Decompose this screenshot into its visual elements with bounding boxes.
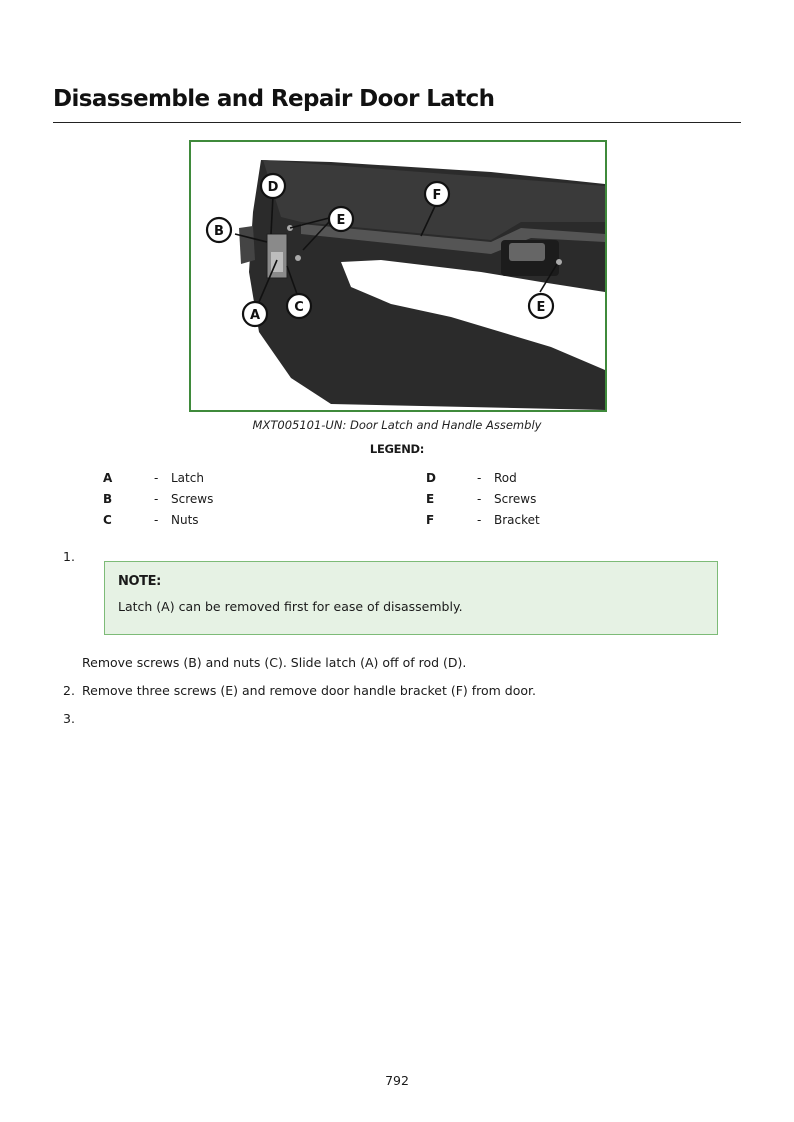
door-edge: [239, 226, 255, 264]
legend-label: Rod: [494, 471, 517, 485]
legend-label: Screws: [494, 492, 537, 506]
callout-e-right: [529, 294, 553, 318]
step-2-number: 2.: [63, 683, 75, 698]
legend-separator: -: [477, 471, 482, 485]
handle-lever: [509, 243, 545, 261]
svg-text:D: D: [267, 180, 279, 195]
callout-b: [207, 218, 231, 242]
legend-separator: -: [154, 471, 159, 485]
legend-key: F: [426, 513, 435, 527]
screw-e2: [295, 255, 301, 261]
page-title: Disassemble and Repair Door Latch: [53, 86, 495, 112]
legend-label: Bracket: [494, 513, 540, 527]
page-number: 792: [385, 1073, 409, 1088]
note-box: [104, 561, 718, 635]
callout-a: [243, 302, 267, 326]
figure-caption: MXT005101-UN: Door Latch and Handle Assembly: [252, 418, 542, 432]
legend-key: C: [103, 513, 112, 527]
legend-separator: -: [154, 513, 159, 527]
svg-text:C: C: [294, 300, 304, 315]
svg-text:E: E: [536, 300, 546, 315]
legend-label: Latch: [171, 471, 204, 485]
legend-label: Nuts: [171, 513, 199, 527]
legend-separator: -: [154, 492, 159, 506]
note-text: Latch (A) can be removed first for ease of disassembly.: [118, 599, 463, 614]
legend-separator: -: [477, 513, 482, 527]
callout-f: [425, 182, 449, 206]
step-2-text: Remove three screws (E) and remove door handle bracket (F) from door.: [82, 683, 537, 698]
legend-label: Screws: [171, 492, 214, 506]
legend-key: D: [426, 471, 436, 485]
svg-text:A: A: [249, 308, 261, 323]
legend-key: A: [103, 471, 113, 485]
door-latch-illustration: [191, 142, 605, 410]
svg-text:E: E: [336, 213, 346, 228]
title-divider: [53, 122, 741, 123]
step-3-number: 3.: [63, 711, 75, 726]
callout-e-left: [329, 207, 353, 231]
legend-separator: -: [477, 492, 482, 506]
door-latch-figure: [189, 140, 607, 412]
svg-text:B: B: [214, 224, 224, 239]
legend-key: B: [103, 492, 113, 506]
callout-d: [261, 174, 285, 198]
callout-c: [287, 294, 311, 318]
legend-title: LEGEND:: [369, 442, 425, 456]
svg-text:F: F: [432, 188, 442, 203]
note-title: NOTE:: [118, 574, 161, 589]
step-1-text: Remove screws (B) and nuts (C). Slide latch (A) off of rod (D).: [82, 655, 467, 670]
step-1-number: 1.: [63, 549, 75, 564]
legend-key: E: [426, 492, 435, 506]
